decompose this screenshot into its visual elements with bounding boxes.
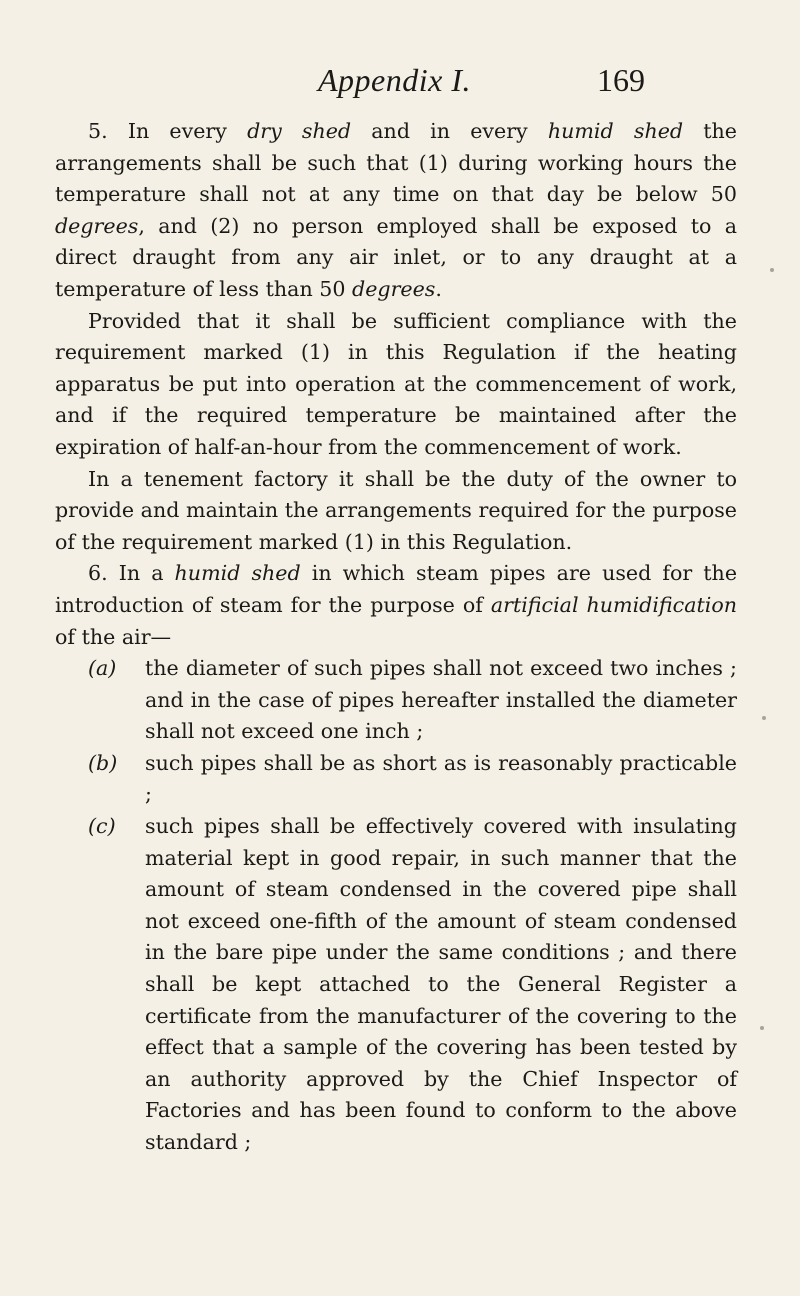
item-text-b: such pipes shall be as short as is reasonably practicable ; [145, 750, 737, 807]
item-label-a: (a) [88, 656, 117, 681]
page-number: 169 [597, 62, 645, 98]
text-run: and in every [351, 119, 548, 143]
page-header [0, 62, 800, 102]
paragraph-regulation-6 [55, 558, 737, 653]
scan-speck [770, 268, 774, 272]
italic-term: degrees [352, 276, 436, 301]
list-item-b [55, 748, 737, 811]
list-item-c [55, 811, 737, 1159]
item-label-b: (b) [88, 750, 118, 775]
paragraph-proviso: Provided that it shall be sufficient compliance with the requirement marked (1) in this Regulation if the heating apparatus be put into operation at the commencement of work, and if the required temperature be maintained after the expiration of half-an-hour from the commencement of work. [55, 308, 737, 459]
text-run: . [435, 276, 442, 301]
italic-term: humid shed [174, 561, 301, 586]
italic-term: humid shed [547, 119, 684, 143]
item-label-c: (c) [88, 814, 116, 839]
italic-term: degrees [55, 213, 139, 238]
page-body [55, 116, 737, 1159]
text-run: in which steam pipes are used for the introduction of steam for the purpose of [55, 561, 738, 617]
text-run: , and (2) no person employed shall be exposed to a direct draught from any air inlet, or to any draught at a temperature of less than 50 [55, 213, 737, 301]
text-run: of the air— [55, 624, 172, 649]
item-text-a: the diameter of such pipes shall not exceed two inches ; and in the case of pipes hereafter installed the diameter shall not exceed one inch ; [145, 656, 737, 744]
text-run: 5. In every [88, 119, 248, 143]
paragraph-tenement-factory: In a tenement factory it shall be the duty of the owner to provide and maintain the arrangements required for the purpose of the requirement marked (1) in this Regulation. [55, 466, 737, 554]
item-text-c: such pipes shall be effectively covered with insulating material kept in good repair, in such manner that the amount of steam condensed in the covered pipe shall not exceed one-fifth of the amount of steam condensed in the bare pipe under the same conditions ; and there shall be kept attached to the General Register a certificate from the manufacturer of the covering to the effect that a sample of the covering has been tested by an authority approved by the Chief Inspector of Factories and has been found to conform to the above standard ; [145, 814, 737, 1154]
list-item-a [55, 653, 737, 748]
text-run: the arrangements shall be such that (1) during working hours the temperature shall not at any time on that day be below 50 [55, 119, 737, 207]
scan-speck [760, 1026, 764, 1030]
scan-speck [762, 716, 766, 720]
paragraph-regulation-5 [55, 116, 737, 306]
running-title: Appendix I. [318, 62, 471, 98]
italic-term: dry shed [247, 119, 352, 143]
text-run: 6. In a [88, 561, 175, 586]
italic-term: artificial humidification [490, 592, 737, 617]
